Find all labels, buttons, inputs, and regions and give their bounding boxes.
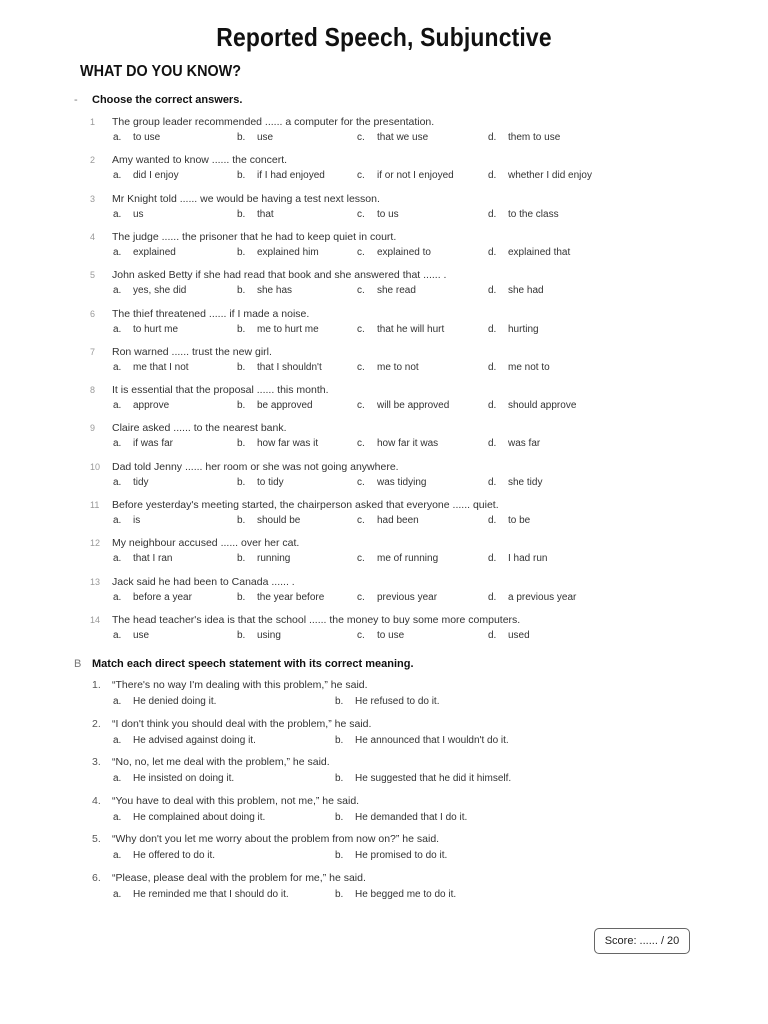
option-text: she has — [257, 285, 293, 297]
option-b — [237, 132, 273, 143]
option-letter: b. — [335, 889, 344, 900]
option-text: me to not — [377, 361, 419, 373]
option-text: me not to — [508, 361, 550, 373]
question-text: It is essential that the proposal ...... this month. — [112, 384, 329, 397]
option-letter: b. — [237, 515, 246, 526]
statement-text: “Please, please deal with the problem for me,” he said. — [112, 872, 366, 884]
answer-options — [113, 515, 713, 529]
option-text: how far was it — [257, 438, 319, 450]
statement-text: “I don't think you should deal with the problem,” he said. — [112, 717, 372, 730]
question-text: John asked Betty if she had read that book and she answered that ...... . — [112, 269, 447, 282]
answer-options — [113, 592, 713, 606]
section-b-instruction: Match each direct speech statement with its correct meaning. — [92, 658, 414, 670]
option-a — [113, 132, 160, 143]
section-a-instruction: Choose the correct answers. — [92, 94, 243, 106]
option-b — [237, 247, 319, 258]
meaning-a — [113, 696, 216, 707]
option-b — [237, 285, 292, 296]
option-text: explained that — [508, 246, 571, 258]
option-a — [113, 438, 173, 449]
question-number: 8 — [90, 385, 96, 396]
option-d — [488, 592, 576, 603]
question-number: 9 — [90, 423, 96, 434]
option-text: to be — [508, 515, 531, 526]
option-c — [357, 170, 454, 181]
option-letter: a. — [113, 850, 122, 862]
option-letter: c. — [357, 591, 365, 603]
option-b — [237, 630, 281, 641]
question-text: Dad told Jenny ...... her room or she was not going anywhere. — [112, 460, 399, 473]
question-6 — [90, 308, 690, 320]
question-text: Claire asked ...... to the nearest bank. — [112, 422, 287, 435]
answer-options — [113, 477, 713, 491]
option-a — [113, 630, 149, 641]
question-4 — [90, 231, 690, 243]
score-box: Score: ...... / 20 — [594, 928, 690, 954]
option-letter: c. — [357, 170, 365, 182]
question-12 — [90, 537, 690, 549]
option-letter: b. — [237, 208, 246, 220]
option-letter: d. — [488, 132, 497, 143]
question-number: 5 — [90, 270, 96, 281]
option-text: yes, she did — [133, 285, 187, 297]
option-c — [357, 630, 404, 641]
statement-text: “You have to deal with this problem, not me,” he said. — [112, 794, 360, 807]
option-letter: b. — [237, 132, 246, 143]
option-letter: c. — [357, 208, 365, 220]
question-text: Amy wanted to know ...... the concert. — [112, 154, 288, 167]
option-letter: a. — [113, 285, 122, 297]
meaning-options — [113, 850, 713, 864]
option-letter: a. — [113, 208, 122, 220]
statement-2 — [92, 718, 692, 730]
question-text: Jack said he had been to Canada ...... . — [112, 575, 295, 588]
option-text: if was far — [133, 438, 174, 450]
option-text: a previous year — [508, 591, 577, 603]
option-letter: a. — [113, 361, 122, 373]
meaning-text: He begged me to do it. — [355, 889, 457, 900]
meaning-text: He denied doing it. — [133, 696, 217, 707]
option-a — [113, 209, 144, 220]
question-number: 6 — [90, 308, 96, 319]
question-7 — [90, 346, 690, 358]
statement-number: 5. — [92, 833, 101, 846]
option-letter: a. — [113, 553, 122, 565]
statement-text: “No, no, let me deal with the problem,” he said. — [112, 756, 330, 769]
meaning-options — [113, 889, 713, 903]
option-letter: d. — [488, 629, 497, 641]
option-letter: a. — [113, 629, 122, 641]
option-text: be approved — [257, 400, 313, 412]
meaning-text: He offered to do it. — [133, 850, 216, 862]
option-text: was tidying — [377, 476, 427, 488]
option-text: us — [133, 208, 144, 220]
option-letter: d. — [488, 438, 497, 450]
option-letter: c. — [357, 629, 365, 641]
option-text: she tidy — [508, 476, 543, 488]
question-1 — [90, 116, 690, 128]
option-letter: b. — [335, 850, 344, 862]
option-d — [488, 362, 550, 373]
meaning-text: He insisted on doing it. — [133, 773, 235, 785]
option-d — [488, 170, 592, 181]
option-text: me of running — [377, 553, 439, 565]
option-letter: b. — [237, 438, 246, 450]
option-text: if I had enjoyed — [257, 170, 325, 182]
answer-options — [113, 285, 713, 299]
option-letter: b. — [237, 323, 246, 335]
option-letter: c. — [357, 246, 365, 258]
option-letter: a. — [113, 591, 122, 603]
statement-1 — [92, 679, 692, 691]
option-letter: c. — [357, 438, 365, 450]
option-text: me that I not — [133, 361, 189, 373]
option-letter: a. — [113, 246, 122, 258]
option-a — [113, 477, 149, 488]
option-letter: b. — [237, 285, 246, 297]
option-letter: c. — [357, 515, 365, 526]
option-a — [113, 362, 189, 373]
option-letter: a. — [113, 696, 122, 707]
statement-number: 3. — [92, 756, 101, 769]
meaning-b — [335, 850, 447, 861]
answer-options — [113, 247, 713, 261]
option-letter: d. — [488, 400, 497, 412]
option-letter: a. — [113, 811, 122, 823]
question-8 — [90, 384, 690, 396]
question-3 — [90, 193, 690, 205]
page-title: Reported Speech, Subjunctive — [216, 22, 552, 52]
section-b-mark: B — [74, 658, 82, 670]
option-d — [488, 477, 542, 488]
meaning-a — [113, 735, 256, 746]
option-letter: b. — [237, 629, 246, 641]
question-number: 11 — [90, 500, 100, 510]
option-d — [488, 209, 559, 220]
answer-options — [113, 209, 713, 223]
option-text: should approve — [508, 400, 577, 412]
option-text: running — [257, 553, 291, 565]
option-b — [237, 592, 324, 603]
option-letter: c. — [357, 323, 365, 335]
statement-3 — [92, 756, 692, 768]
answer-options — [113, 553, 713, 567]
option-letter: d. — [488, 285, 497, 297]
section-a-heading — [74, 94, 242, 106]
meaning-b — [335, 735, 509, 746]
option-text: explained to — [377, 246, 431, 258]
option-letter: a. — [113, 323, 122, 335]
option-d — [488, 400, 576, 411]
option-letter: d. — [488, 476, 497, 488]
meaning-options — [113, 773, 713, 787]
option-d — [488, 630, 530, 641]
question-text: The head teacher's idea is that the school ...... the money to buy some more computers. — [112, 613, 521, 626]
option-text: used — [508, 629, 530, 641]
page-subtitle: WHAT DO YOU KNOW? — [80, 63, 242, 80]
meaning-text: He suggested that he did it himself. — [355, 773, 512, 785]
option-a — [113, 247, 176, 258]
option-text: is — [133, 515, 141, 526]
option-text: approve — [133, 400, 170, 412]
option-text: that I shouldn't — [257, 361, 322, 373]
question-text: My neighbour accused ...... over her cat. — [112, 537, 300, 550]
option-text: did I enjoy — [133, 170, 179, 182]
option-text: whether I did enjoy — [508, 170, 592, 182]
option-text: that he will hurt — [377, 323, 445, 335]
option-letter: b. — [335, 773, 344, 785]
meaning-options — [113, 696, 713, 710]
option-d — [488, 324, 539, 335]
option-a — [113, 170, 179, 181]
option-a — [113, 324, 178, 335]
option-letter: b. — [237, 246, 246, 258]
option-text: was far — [508, 438, 541, 450]
option-b — [237, 553, 290, 564]
option-text: she had — [508, 285, 544, 297]
meaning-a — [113, 773, 234, 784]
option-letter: b. — [237, 361, 246, 373]
option-d — [488, 285, 544, 296]
meaning-a — [113, 889, 289, 900]
meaning-b — [335, 696, 440, 707]
answer-options — [113, 438, 713, 452]
option-text: explained him — [257, 246, 319, 258]
option-letter: b. — [237, 591, 246, 603]
statement-6 — [92, 872, 692, 884]
option-c — [357, 515, 419, 526]
option-text: had been — [377, 515, 419, 526]
question-14 — [90, 614, 690, 626]
option-letter: d. — [488, 553, 497, 565]
option-b — [237, 362, 322, 373]
option-b — [237, 477, 284, 488]
meaning-b — [335, 773, 511, 784]
statement-number: 2. — [92, 717, 101, 730]
option-letter: a. — [113, 889, 122, 900]
question-5 — [90, 269, 690, 281]
option-letter: b. — [335, 734, 344, 746]
option-letter: d. — [488, 515, 497, 526]
meaning-b — [335, 889, 456, 900]
option-letter: d. — [488, 246, 497, 258]
option-text: to tidy — [257, 476, 284, 488]
question-number: 10 — [90, 461, 101, 472]
option-text: use — [133, 629, 150, 641]
answer-options — [113, 170, 713, 184]
section-a-mark: - — [74, 94, 78, 106]
option-text: tidy — [133, 476, 149, 488]
option-c — [357, 362, 419, 373]
option-d — [488, 132, 560, 143]
option-text: that — [257, 208, 274, 220]
option-c — [357, 438, 438, 449]
meaning-b — [335, 812, 467, 823]
option-text: previous year — [377, 591, 438, 603]
option-b — [237, 400, 313, 411]
option-c — [357, 132, 428, 143]
option-d — [488, 515, 530, 526]
question-text: The judge ...... the prisoner that he had to keep quiet in court. — [112, 230, 397, 243]
option-text: how far it was — [377, 438, 439, 450]
section-b-heading — [74, 658, 414, 670]
option-c — [357, 209, 399, 220]
option-a — [113, 553, 172, 564]
option-a — [113, 285, 186, 296]
option-text: to us — [377, 208, 399, 220]
option-c — [357, 400, 449, 411]
option-text: hurting — [508, 323, 539, 335]
question-13 — [90, 576, 690, 588]
statement-text: “There's no way I'm dealing with this problem,” he said. — [112, 679, 368, 691]
option-text: me to hurt me — [257, 323, 319, 335]
option-text: use — [257, 132, 274, 143]
option-c — [357, 477, 426, 488]
meaning-text: He demanded that I do it. — [355, 811, 468, 823]
option-letter: a. — [113, 170, 122, 182]
option-letter: c. — [357, 285, 365, 297]
question-number: 1 — [90, 117, 96, 127]
option-a — [113, 515, 140, 526]
option-text: to use — [133, 132, 161, 143]
meaning-text: He announced that I wouldn't do it. — [355, 734, 509, 746]
meaning-text: He complained about doing it. — [133, 811, 266, 823]
option-letter: d. — [488, 591, 497, 603]
option-letter: d. — [488, 323, 497, 335]
option-text: that we use — [377, 132, 429, 143]
option-c — [357, 247, 431, 258]
option-letter: a. — [113, 773, 122, 785]
question-number: 12 — [90, 538, 101, 549]
answer-options — [113, 630, 713, 644]
statement-text: “Why don't you let me worry about the problem from now on?” he said. — [112, 833, 440, 846]
question-text: The group leader recommended ...... a computer for the presentation. — [112, 116, 435, 128]
option-text: before a year — [133, 591, 192, 603]
option-b — [237, 170, 325, 181]
answer-options — [113, 324, 713, 338]
option-letter: b. — [237, 553, 246, 565]
question-text: Mr Knight told ...... we would be having a test next lesson. — [112, 192, 380, 205]
option-text: to use — [377, 629, 405, 641]
option-b — [237, 209, 274, 220]
option-letter: b. — [237, 400, 246, 412]
option-text: that I ran — [133, 553, 173, 565]
option-letter: a. — [113, 476, 122, 488]
meaning-text: He promised to do it. — [355, 850, 448, 862]
option-c — [357, 285, 416, 296]
option-letter: a. — [113, 734, 122, 746]
meaning-text: He refused to do it. — [355, 696, 440, 707]
option-text: to hurt me — [133, 323, 179, 335]
option-letter: a. — [113, 400, 122, 412]
option-a — [113, 400, 169, 411]
answer-options — [113, 132, 713, 146]
option-b — [237, 515, 300, 526]
question-number: 7 — [90, 346, 96, 357]
option-c — [357, 324, 444, 335]
answer-options — [113, 362, 713, 376]
option-text: I had run — [508, 553, 548, 565]
question-number: 13 — [90, 576, 101, 587]
question-2 — [90, 154, 690, 166]
meaning-a — [113, 812, 265, 823]
statement-number: 6. — [92, 872, 101, 884]
question-9 — [90, 422, 690, 434]
question-number: 4 — [90, 231, 96, 242]
option-text: will be approved — [377, 400, 450, 412]
option-c — [357, 553, 438, 564]
option-d — [488, 438, 540, 449]
option-letter: b. — [237, 170, 246, 182]
option-letter: c. — [357, 132, 365, 143]
meaning-options — [113, 812, 713, 826]
option-letter: c. — [357, 400, 365, 412]
meaning-text: He reminded me that I should do it. — [133, 889, 289, 900]
option-a — [113, 592, 192, 603]
option-letter: d. — [488, 361, 497, 373]
option-text: she read — [377, 285, 416, 297]
question-number: 2 — [90, 155, 96, 166]
option-b — [237, 324, 319, 335]
option-letter: a. — [113, 438, 122, 450]
option-letter: b. — [335, 811, 344, 823]
option-letter: c. — [357, 476, 365, 488]
option-text: the year before — [257, 591, 325, 603]
option-text: explained — [133, 246, 176, 258]
option-text: using — [257, 629, 281, 641]
option-text: should be — [257, 515, 301, 526]
option-letter: c. — [357, 553, 365, 565]
option-d — [488, 553, 547, 564]
option-letter: b. — [237, 476, 246, 488]
option-text: to the class — [508, 208, 559, 220]
statement-number: 1. — [92, 679, 101, 691]
option-b — [237, 438, 318, 449]
question-text: The thief threatened ...... if I made a noise. — [112, 307, 310, 320]
statement-4 — [92, 795, 692, 807]
option-letter: b. — [335, 696, 344, 707]
option-text: if or not I enjoyed — [377, 170, 454, 182]
answer-options — [113, 400, 713, 414]
question-text: Ron warned ...... trust the new girl. — [112, 345, 272, 358]
question-number: 14 — [90, 614, 101, 625]
meaning-text: He advised against doing it. — [133, 734, 256, 746]
question-10 — [90, 461, 690, 473]
option-d — [488, 247, 570, 258]
question-text: Before yesterday's meeting started, the chairperson asked that everyone ...... quiet. — [112, 499, 499, 511]
statement-number: 4. — [92, 794, 101, 807]
option-letter: d. — [488, 208, 497, 220]
meaning-a — [113, 850, 215, 861]
question-number: 3 — [90, 193, 96, 204]
option-letter: a. — [113, 515, 122, 526]
meaning-options — [113, 735, 713, 749]
option-text: them to use — [508, 132, 561, 143]
question-11 — [90, 499, 690, 511]
option-c — [357, 592, 437, 603]
option-letter: d. — [488, 170, 497, 182]
option-letter: c. — [357, 361, 365, 373]
option-letter: a. — [113, 132, 122, 143]
statement-5 — [92, 833, 692, 845]
